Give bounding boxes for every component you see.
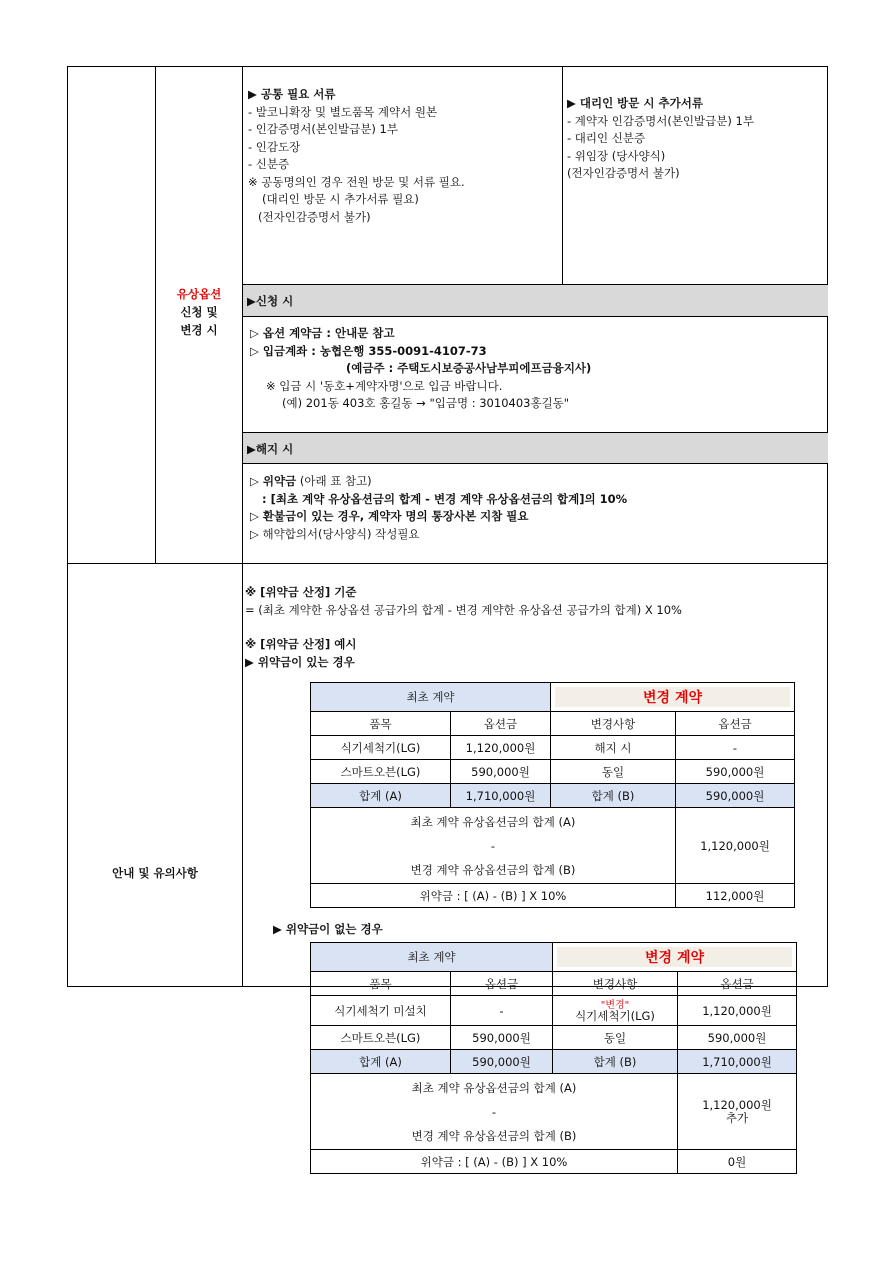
formula-row: 최초 계약 유상옵션금의 합계 (A) - 변경 계약 유상옵션금의 합계 (B) 1,120,000원 — [311, 808, 795, 884]
table-row: 스마트오븐(LG) 590,000원 동일 590,000원 — [311, 760, 795, 784]
proxy-docs: ▶ 대리인 방문 시 추가서류 - 계약자 인감증명서(본인발급분) 1부 - 대리인 신분증 - 위임장 (당사양식) (전자인감증명서 불가) — [567, 96, 754, 180]
total-row: 합계 (A) 1,710,000원 합계 (B) 590,000원 — [311, 784, 795, 808]
table-row: 스마트오븐(LG) 590,000원 동일 590,000원 — [311, 1026, 797, 1050]
common-docs: ▶ 공통 필요 서류 - 발코니확장 및 별도품목 계약서 원본 - 인감증명서(본인발급분) 1부 - 인감도장 - 신분증 ※ 공동명의인 경우 전원 방문 및 서류 필요. (대리인 방문 시 추가서류 필요) (전자인감증명서 불가) — [248, 87, 465, 224]
total-row: 합계 (A) 590,000원 합계 (B) 1,710,000원 — [311, 1050, 797, 1074]
cancel-header: ▶해지 시 — [243, 432, 828, 464]
table-row: 식기세척기 미설치 - "변경" 식기세척기(LG) 1,120,000원 — [311, 996, 797, 1026]
notice-section-label: 안내 및 유의사항 — [112, 866, 198, 880]
apply-header: ▶신청 시 — [243, 285, 828, 317]
penalty-table-case1: 최초 계약 변경 계약 품목 옵션금 변경사항 옵션금 식기세척기(LG) 1,120,000원 해지 시 - 스마트오븐(LG) 590,000원 동일 590,000원 합계 (A) 1,710,000원 합계 (B) 590,000원 최초 계약 유상옵션금의 합계 (A) - 변경 계약 유상옵션금의 합계 (B) 1,120,000원 위약금 : [ (A) - (B) ] X 10% 112,000원 — [310, 682, 795, 908]
penalty-table-case2: 최초 계약 변경 계약 품목 옵션금 변경사항 옵션금 식기세척기 미설치 - "변경" 식기세척기(LG) 1,120,000원 스마트오븐(LG) 590,000원 동일 590,000원 합계 (A) 590,000원 합계 (B) 1,710,000원 최초 계약 유상옵션금의 합계 (A) - 변경 계약 유상옵션금의 합계 (B) 1,120,000원 추가 위약금 : [ (A) - (B) ] X 10% 0원 — [310, 942, 797, 1174]
penalty-basis: ※ [위약금 산정] 기준 = (최초 계약한 유상옵션 공급가의 합계 - 변경 계약한 유상옵션 공급가의 합계) X 10% ※ [위약금 산정] 예시 ▶ 위약금이 있는 경우 — [245, 585, 682, 669]
formula-row: 최초 계약 유상옵션금의 합계 (A) - 변경 계약 유상옵션금의 합계 (B) 1,120,000원 추가 — [311, 1074, 797, 1150]
changed-contract-header: 변경 계약 — [555, 687, 790, 707]
table-row: 식기세척기(LG) 1,120,000원 해지 시 - — [311, 736, 795, 760]
apply-items: ▷ 옵션 계약금 : 안내문 참고 ▷ 입금계좌 : 농협은행 355-0091-4107-73 (예금주 : 주택도시보증공사남부피에프금융지사) ※ 입금 시 '동호+계약자명'으로 입금 바랍니다. (예) 201동 403호 홍길동 → "입금명 : 3010403홍길동" — [250, 326, 592, 410]
initial-contract-header: 최초 계약 — [311, 683, 551, 712]
penalty-row: 위약금 : [ (A) - (B) ] X 10% 0원 — [311, 1150, 797, 1174]
cancel-items: ▷ 위약금 (아래 표 참고) : [최초 계약 유상옵션금의 합계 - 변경 계약 유상옵션금의 합계]의 10% ▷ 환불금이 있는 경우, 계약자 명의 통장사본 지참 필요 ▷ 해약합의서(당사양식) 작성필요 — [250, 474, 628, 541]
penalty-row: 위약금 : [ (A) - (B) ] X 10% 112,000원 — [311, 884, 795, 908]
option-section-label: 유상옵션 신청 및 변경 시 — [176, 287, 222, 337]
case2-title: ▶ 위약금이 없는 경우 — [273, 922, 383, 936]
